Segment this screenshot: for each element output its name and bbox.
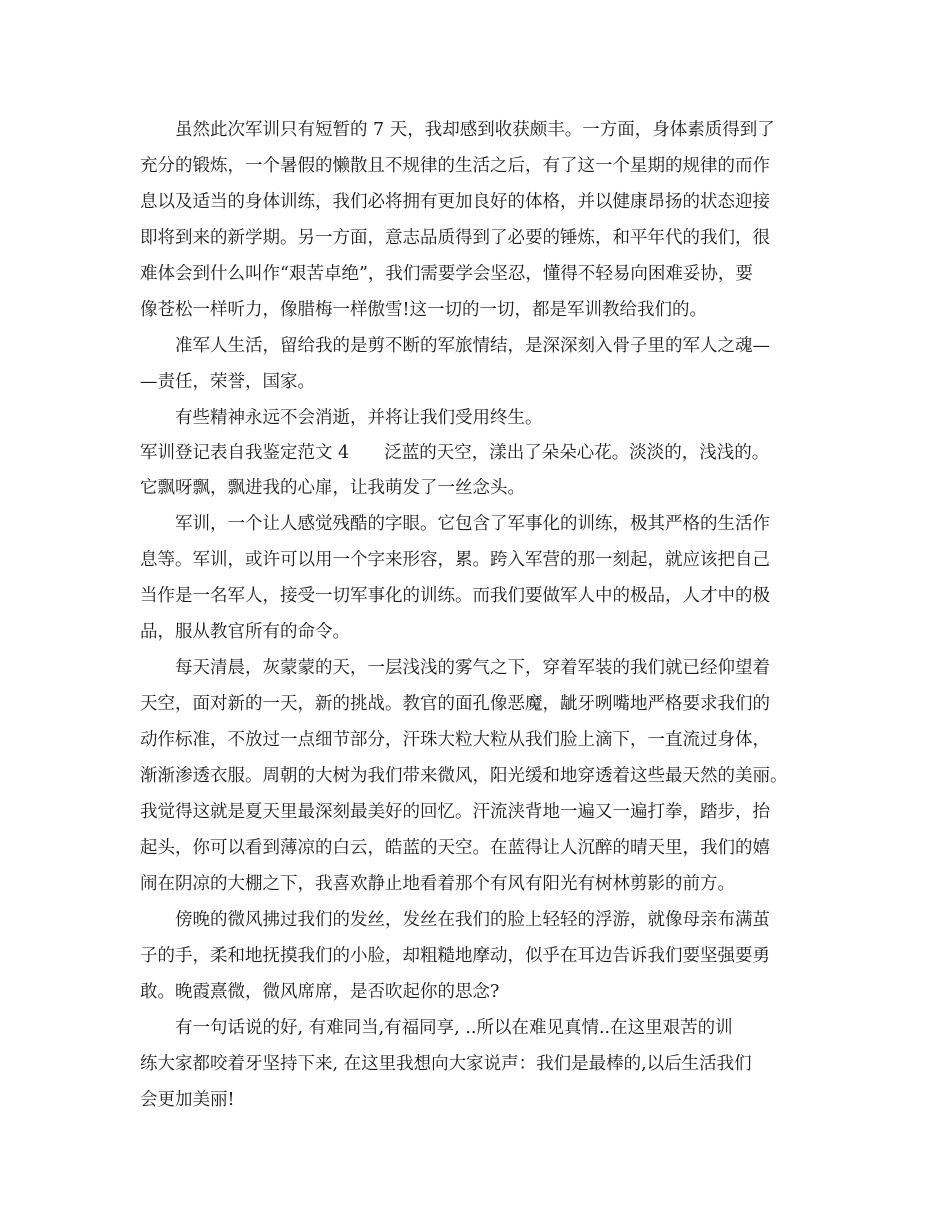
text-line: 起头，你可以看到薄凉的白云，皓蓝的天空。在蓝得让人沉醉的晴天里，我们的嬉 [140, 838, 770, 858]
text-line: 准军人生活，留给我的是剪不断的军旅情结，是深深刻入骨子里的军人之魂— [175, 336, 770, 356]
text-line: 我觉得这就是夏天里最深刻最美好的回忆。汗流浃背地一遍又一遍打拳，踏步，抬 [140, 802, 770, 822]
text-line: 品，服从教官所有的命令。 [140, 622, 350, 642]
text-line: 息以及适当的身体训练，我们必将拥有更加良好的体格，并以健康昂扬的状态迎接 [140, 192, 770, 212]
text-line: 渐渐渗透衣服。周朝的大树为我们带来微风，阳光缓和地穿透着这些最天然的美丽。 [140, 766, 788, 786]
text-line: 即将到来的新学期。另一方面，意志品质得到了必要的锤炼，和平年代的我们，很 [140, 228, 770, 248]
text-line: 动作标准，不放过一点细节部分，汗珠大粒大粒从我们脸上滴下，一直流过身体， [140, 730, 770, 750]
text-line: —责任，荣誉，国家。 [140, 372, 315, 392]
text-line: 子的手，柔和地抚摸我们的小脸，却粗糙地摩动，似乎在耳边告诉我们要坚强要勇 [140, 946, 770, 966]
text-line: 有一句话说的好, 有难同当,有福同享, ..所以在难见真情..在这里艰苦的训 [175, 1018, 733, 1038]
text-line: 闹在阴凉的大棚之下，我喜欢静止地看着那个有风有阳光有树林剪影的前方。 [140, 874, 735, 894]
section-heading-line: 军训登记表自我鉴定范文 4 泛蓝的天空，漾出了朵朵心花。淡淡的，浅浅的。 [140, 443, 770, 463]
text-line: 充分的锻炼，一个暑假的懒散且不规律的生活之后，有了这一个星期的规律的而作 [140, 156, 770, 176]
text-line: 每天清晨，灰蒙蒙的天，一层浅浅的雾气之下，穿着军装的我们就已经仰望着 [175, 658, 770, 678]
text-line: 有些精神永远不会消逝，并将让我们受用终生。 [175, 408, 543, 428]
text-line: 天空，面对新的一天，新的挑战。教官的面孔像恶魔，龇牙咧嘴地严格要求我们的 [140, 694, 770, 714]
text-line: 像苍松一样听力，像腊梅一样傲雪!这一切的一切，都是军训教给我们的。 [140, 300, 708, 320]
text-line: 会更加美丽! [140, 1090, 235, 1110]
text-line: 练大家都咬着牙坚持下来, 在这里我想向大家说声：我们是最棒的,以后生活我们 [140, 1054, 752, 1074]
text-line: 傍晚的微风拂过我们的发丝，发丝在我们的脸上轻轻的浮游，就像母亲布满茧 [175, 910, 770, 930]
text-line: 息等。军训，或许可以用一个字来形容，累。跨入军营的那一刻起，就应该把自己 [140, 550, 770, 570]
text-line: 敢。晚霞熹微，微风席席，是否吹起你的思念? [140, 982, 500, 1002]
text-line: 虽然此次军训只有短暂的 7 天，我却感到收获颇丰。一方面，身体素质得到了 [175, 120, 775, 140]
text-line: 它飘呀飘，飘进我的心扉，让我萌发了一丝念头。 [140, 478, 525, 498]
text-line: 当作是一名军人，接受一切军事化的训练。而我们要做军人中的极品，人才中的极 [140, 586, 770, 606]
text-line: 军训，一个让人感觉残酷的字眼。它包含了军事化的训练，极其严格的生活作 [175, 514, 770, 534]
text-line: 难体会到什么叫作“艰苦卓绝”，我们需要学会坚忍，懂得不轻易向困难妥协，要 [140, 264, 753, 284]
